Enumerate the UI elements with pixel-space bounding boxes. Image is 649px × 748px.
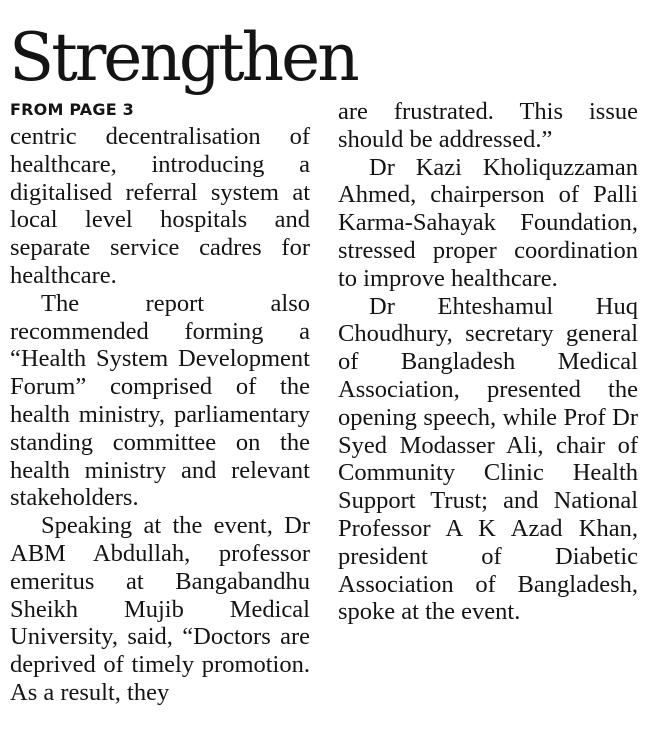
paragraph: The report also recommended forming a “Health System Development Forum” comprised of the health ministry, parliamentary standing committee on the health ministry and relevant stakeholders. — [10, 289, 310, 512]
article-column-right — [338, 98, 638, 626]
paragraph: Speaking at the event, Dr ABM Abdullah, professor emeritus at Bangabandhu Sheikh Mujib Medical University, said, “Doctors are deprived of timely promotion. As a result, they — [10, 512, 310, 706]
paragraph: are frustrated. This issue should be addressed.” — [338, 98, 638, 153]
article-column-left — [10, 123, 310, 707]
continuation-kicker: FROM PAGE 3 — [10, 100, 134, 119]
paragraph: centric decentralisation of healthcare, introducing a digitalised referral system at local level hospitals and separate service cadres for healthcare. — [10, 123, 310, 289]
paragraph: Dr Kazi Kholiquzzaman Ahmed, chairperson of Palli Karma-Sahayak Foundation, stressed proper coordination to improve healthcare. — [338, 153, 638, 292]
paragraph: Dr Ehteshamul Huq Choudhury, secretary general of Bangladesh Medical Association, presented the opening speech, while Prof Dr Syed Modasser Ali, chair of Community Clinic Health Support Trust; and National Professor A K Azad Khan, president of Diabetic Association of Bangladesh, spoke at the event. — [338, 292, 638, 626]
headline: Strengthen — [9, 19, 357, 96]
